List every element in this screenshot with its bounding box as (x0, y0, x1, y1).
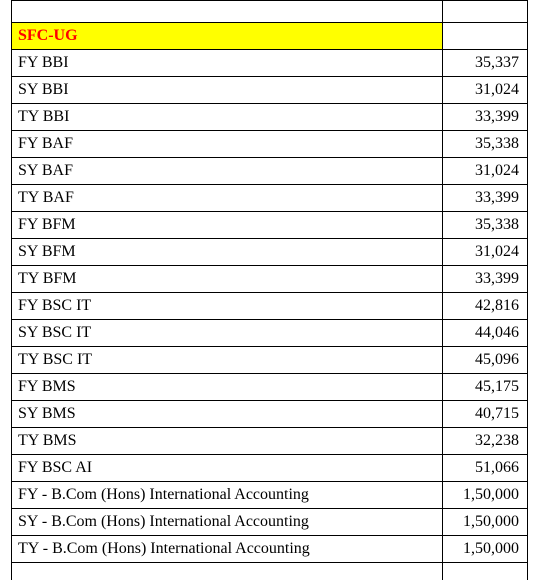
fee-amount-cell: 40,715 (443, 401, 528, 428)
course-name-cell: SY BMS (12, 401, 443, 428)
course-name-cell: TY BMS (12, 428, 443, 455)
course-name-cell: SY BAF (12, 158, 443, 185)
fee-amount-cell: 45,096 (443, 347, 528, 374)
table-row (12, 482, 528, 509)
course-name-cell: FY BSC AI (12, 455, 443, 482)
table-row (12, 185, 528, 212)
table-row (12, 104, 528, 131)
course-name-cell: FY BMS (12, 374, 443, 401)
fee-amount-cell: 51,066 (443, 455, 528, 482)
fee-amount-cell: 35,337 (443, 50, 528, 77)
course-name-cell: TY BFM (12, 266, 443, 293)
section-header-row (12, 23, 528, 50)
table-row (12, 77, 528, 104)
course-name-cell: SY BBI (12, 77, 443, 104)
table-row (12, 239, 528, 266)
course-name-cell: TY BAF (12, 185, 443, 212)
table-row (12, 455, 528, 482)
fee-amount-cell: 33,399 (443, 266, 528, 293)
fee-table (11, 0, 528, 580)
table-row (12, 428, 528, 455)
course-name-cell: TY - B.Com (Hons) International Accounting (12, 536, 443, 563)
blank-cell (12, 563, 443, 580)
table-row (12, 509, 528, 536)
fee-amount-cell: 45,175 (443, 374, 528, 401)
table-row (12, 320, 528, 347)
section-title: SFC-UG (12, 23, 443, 50)
fee-amount-cell: 35,338 (443, 212, 528, 239)
fee-amount-cell: 1,50,000 (443, 509, 528, 536)
blank-cell (443, 563, 528, 580)
fee-amount-cell: 42,816 (443, 293, 528, 320)
fee-amount-cell: 33,399 (443, 104, 528, 131)
course-name-cell: FY BBI (12, 50, 443, 77)
fee-amount-cell: 1,50,000 (443, 482, 528, 509)
blank-cell (443, 1, 528, 23)
course-name-cell: SY BFM (12, 239, 443, 266)
fee-amount-cell: 35,338 (443, 131, 528, 158)
table-row (12, 266, 528, 293)
course-name-cell: TY BSC IT (12, 347, 443, 374)
fee-amount-cell: 44,046 (443, 320, 528, 347)
fee-amount-cell: 31,024 (443, 158, 528, 185)
course-name-cell: FY BFM (12, 212, 443, 239)
section-header-empty-cell (443, 23, 528, 50)
blank-cell (12, 1, 443, 23)
course-name-cell: FY - B.Com (Hons) International Accounting (12, 482, 443, 509)
course-name-cell: FY BSC IT (12, 293, 443, 320)
table-row (12, 536, 528, 563)
fee-amount-cell: 31,024 (443, 239, 528, 266)
table-row (12, 401, 528, 428)
fee-amount-cell: 1,50,000 (443, 536, 528, 563)
table-row (12, 347, 528, 374)
fee-amount-cell: 31,024 (443, 77, 528, 104)
fee-amount-cell: 32,238 (443, 428, 528, 455)
course-name-cell: FY BAF (12, 131, 443, 158)
table-row (12, 293, 528, 320)
table-row (12, 212, 528, 239)
blank-row (12, 563, 528, 580)
course-name-cell: SY BSC IT (12, 320, 443, 347)
table-row (12, 158, 528, 185)
blank-row (12, 1, 528, 23)
table-row (12, 131, 528, 158)
course-name-cell: SY - B.Com (Hons) International Accounting (12, 509, 443, 536)
table-row (12, 50, 528, 77)
fee-amount-cell: 33,399 (443, 185, 528, 212)
course-name-cell: TY BBI (12, 104, 443, 131)
table-row (12, 374, 528, 401)
